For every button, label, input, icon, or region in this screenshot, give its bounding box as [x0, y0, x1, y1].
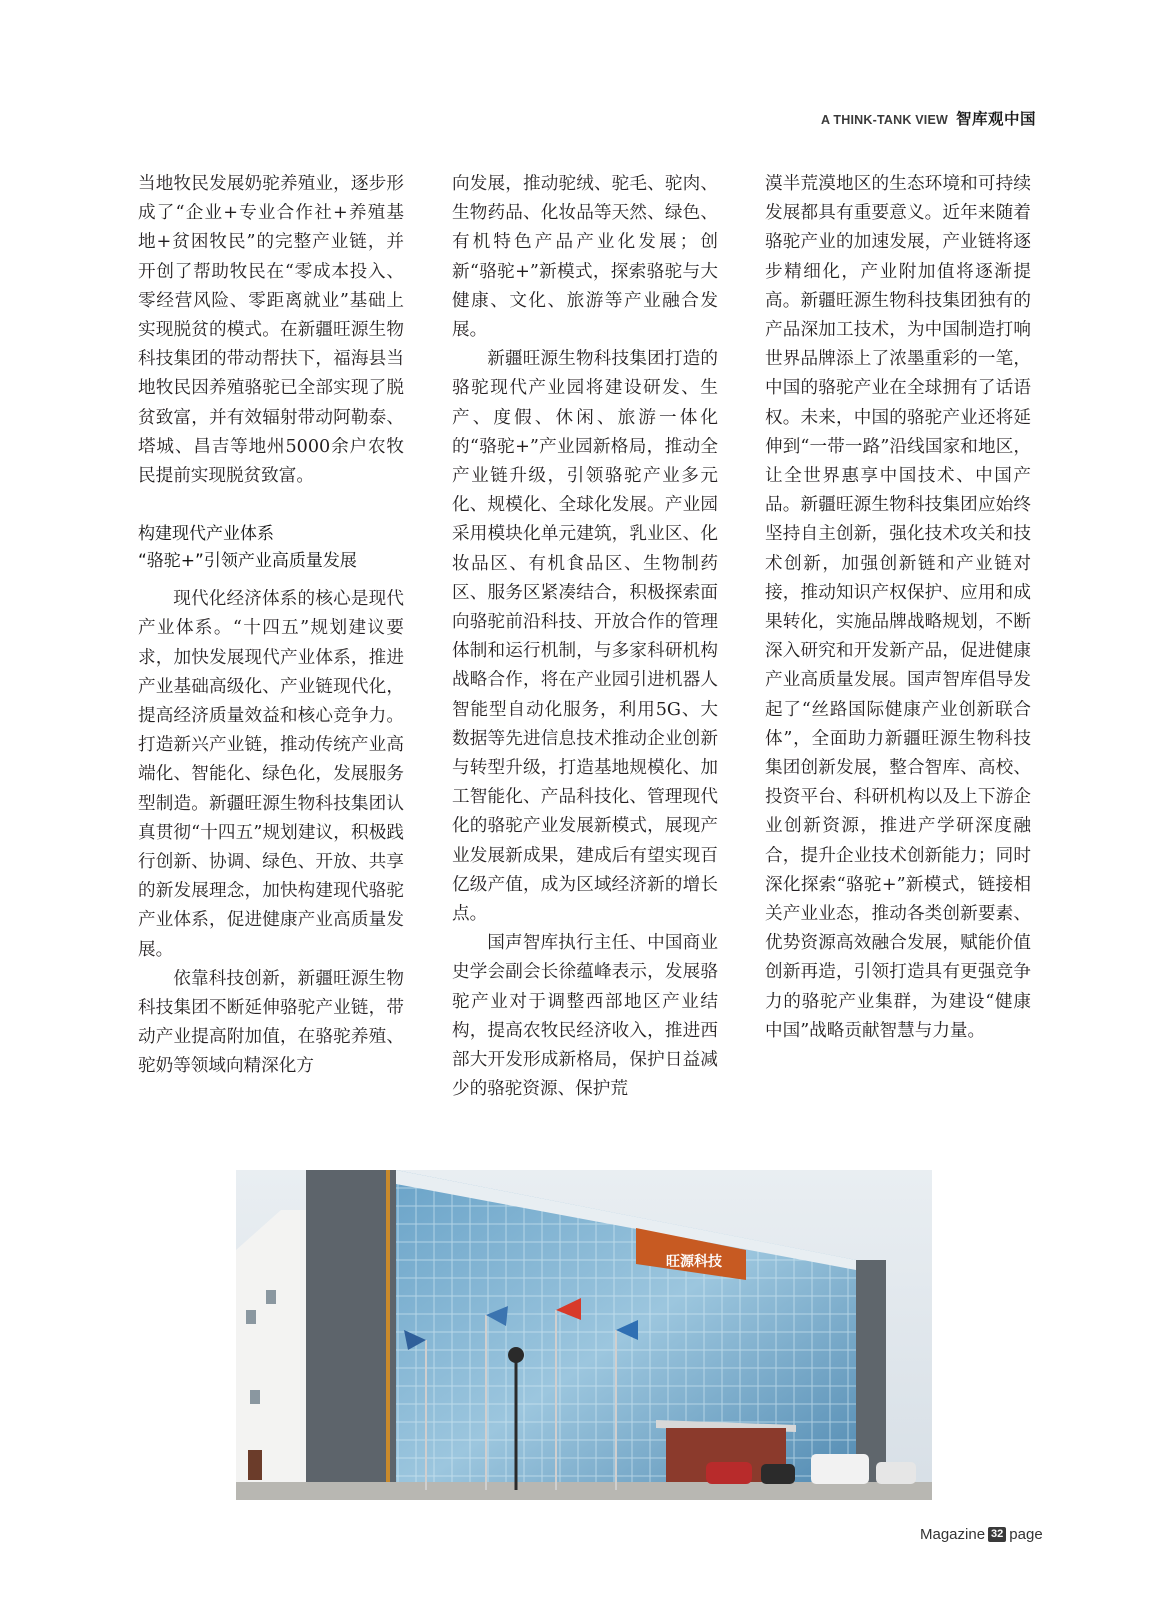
footer-page-word: page: [1009, 1526, 1043, 1543]
page-footer: [920, 1526, 1043, 1543]
section-heading-line1: 构建现代产业体系: [138, 524, 274, 545]
paragraph: 依靠科技创新，新疆旺源生物科技集团不断延伸骆驼产业链，带动产业提高附加值，在骆驼养殖、驼奶等领域向精深化方: [138, 968, 404, 1077]
section-heading-line2: “骆驼+”引领产业高质量发展: [138, 551, 357, 572]
footer-magazine: Magazine: [920, 1526, 986, 1543]
paragraph: 国声智库执行主任、中国商业史学会副会长徐蕴峰表示，发展骆驼产业对于调整西部地区产业结构，提高农牧民经济收入，推进西部大开发形成新格局，保护日益减少的骆驼资源、保护荒: [452, 933, 718, 1100]
paragraph: 向发展，推动驼绒、驼毛、驼肉、生物药品、化妆品等天然、绿色、有机特色产品产业化发展；创新“骆驼+”新模式，探索骆驼与大健康、文化、旅游等产业融合发展。: [452, 174, 718, 341]
building-photo: [236, 1170, 932, 1500]
column-2: [452, 170, 718, 1105]
section-heading: [138, 521, 404, 575]
paragraph: 漠半荒漠地区的生态环境和可持续发展都具有重要意义。近年来随着骆驼产业的加速发展，产业链将逐步精细化，产业附加值将逐渐提高。新疆旺源生物科技集团独有的产品深加工技术，为中国制造打响世界品牌添上了浓墨重彩的一笔，中国的骆驼产业在全球拥有了话语权。未来，中国的骆驼产业还将延伸到“一带一路”沿线国家和地区，让全世界惠享中国技术、中国产品。新疆旺源生物科技集团应始终坚持自主创新，强化技术攻关和技术创新，加强创新链和产业链对接，推动知识产权保护、应用和成果转化，实施品牌战略规划，不断深入研究和开发新产品，促进健康产业高质量发展。国声智库倡导发起了“丝路国际健康产业创新联合体”，全面助力新疆旺源生物科技集团创新发展，整合智库、高校、投资平台、科研机构以及上下游企业创新资源，推进产学研深度融合，提升企业技术创新能力；同时深化探索“骆驼+”新模式，链接相关产业业态，推动各类创新要素、优势资源高效融合发展，赋能价值创新再造，引领打造具有更强竞争力的骆驼产业集群，为建设“健康中国”战略贡献智慧与力量。: [765, 174, 1031, 1041]
header-chinese: 智库观中国: [955, 110, 1036, 128]
header-english: A THINK-TANK VIEW: [820, 113, 948, 127]
paragraph: 现代化经济体系的核心是现代产业体系。“十四五”规划建议要求，加快发展现代产业体系，推进产业基础高级化、产业链现代化，提高经济质量效益和核心竞争力。打造新兴产业链，推动传统产业高端化、智能化、绿色化，发展服务型制造。新疆旺源生物科技集团认真贯彻“十四五”规划建议，积极践行创新、协调、绿色、开放、共享的新发展理念，加快构建现代骆驼产业体系，促进健康产业高质量发展。: [138, 589, 404, 960]
column-3: [765, 170, 1031, 1046]
building-sign: 旺源科技: [666, 1254, 722, 1270]
paragraph: 新疆旺源生物科技集团打造的骆驼现代产业园将建设研发、生产、度假、休闲、旅游一体化的“骆驼+”产业园新格局，推动全产业链升级，引领骆驼产业多元化、规模化、全球化发展。产业园采用模块化单元建筑，乳业区、化妆品区、有机食品区、生物制药区、服务区紧凑结合，积极探索面向骆驼前沿科技、开放合作的管理体制和运行机制，与多家科研机构战略合作，将在产业园引进机器人智能型自动化服务，利用5G、大数据等先进信息技术推动企业创新与转型升级，打造基地规模化、加工智能化、产品科技化、管理现代化的骆驼产业发展新模式，展现产业发展新成果，建成后有望实现百亿级产值，成为区域经济新的增长点。: [452, 349, 718, 925]
column-1: [138, 170, 404, 1082]
paragraph: 当地牧民发展奶驼养殖业，逐步形成了“企业+专业合作社+养殖基地+贫困牧民”的完整产业链，并开创了帮助牧民在“零成本投入、零经营风险、零距离就业”基础上实现脱贫的模式。在新疆旺源生物科技集团的带动帮扶下，福海县当地牧民因养殖骆驼已全部实现了脱贫致富，并有效辐射带动阿勒泰、塔城、昌吉等地州5000余户农牧民提前实现脱贫致富。: [138, 174, 404, 487]
running-header: [821, 107, 1036, 129]
page-number: 32: [988, 1527, 1006, 1542]
